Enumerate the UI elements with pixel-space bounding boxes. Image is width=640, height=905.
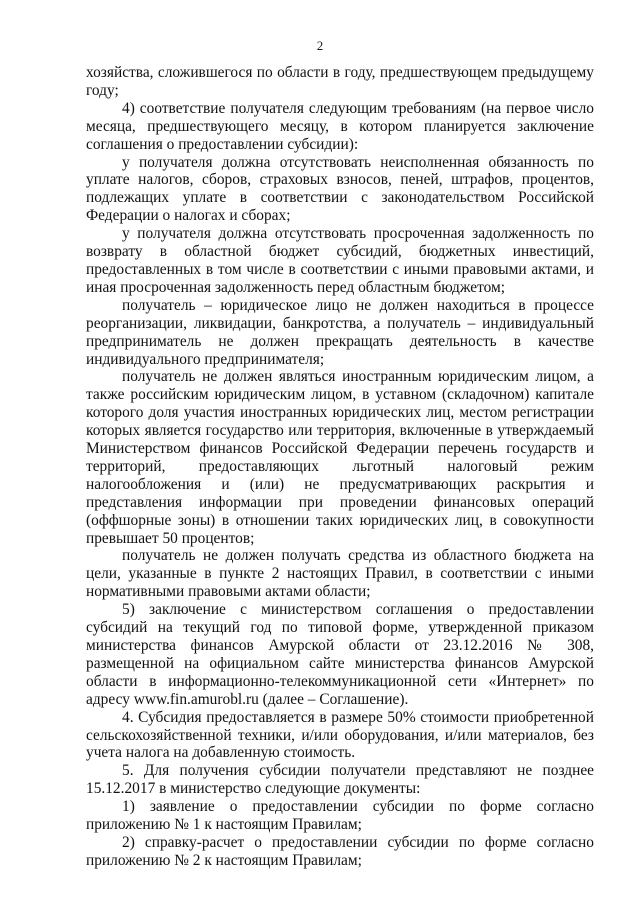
paragraph-no-other-funds: получатель не должен получать средства из областного бюджета на цели, указанные в пункте 2 настоящих Правил, в соответствии с иными нормативными правовыми актами области; — [86, 547, 594, 601]
document-body — [86, 64, 594, 870]
paragraph-doc-2-calculation: 2) справку-расчет о предоставлении субсидии по форме согласно приложению № 2 к настоящим Правилам; — [86, 833, 594, 869]
paragraph-item-5-agreement: 5) заключение с министерством соглашения о предоставлении субсидий на текущий год по типовой форме, утвержденной приказом министерства финансов Амурской области от 23.12.2016 № 308, размещенной на официальном сайте министерства финансов Амурской области в информационно-телекоммуникационной сети «Интернет» по адресу www.fin.amurobl.ru (далее – Соглашение). — [86, 601, 594, 708]
paragraph-not-foreign-entity: получатель не должен являться иностранным юридическим лицом, а также российским юридическим лицом, в уставном (складочном) капитале которого доля участия иностранных юридических лиц, местом регистрации которых является государство или территория, включенные в утверждаемый Министерством финансов Российской Федерации перечень государств и территорий, предоставляющих льготный налоговый режим налогообложения и (или) не предусматривающих раскрытия и представления информации при проведении финансовых операций (оффшорные зоны) в отношении таких юридических лиц, в совокупности превышает 50 процентов; — [86, 368, 594, 547]
paragraph-doc-1-application: 1) заявление о предоставлении субсидии по форме согласно приложению № 1 к настоящим Правилам; — [86, 798, 594, 834]
paragraph-no-overdue-debt: у получателя должна отсутствовать просроченная задолженность по возврату в областной бюджет субсидий, бюджетных инвестиций, предоставленных в том числе в соответствии с иными правовыми актами, и иная просроченная задолженность перед областным бюджетом; — [86, 225, 594, 296]
page-number: 2 — [316, 38, 324, 53]
paragraph-section-5-documents: 5. Для получения субсидии получатели представляют не позднее 15.12.2017 в министерство следующие документы: — [86, 762, 594, 798]
paragraph-continuation: хозяйства, сложившегося по области в году, предшествующем предыдущему году; — [86, 64, 594, 99]
paragraph-no-reorganization: получатель – юридическое лицо не должен находиться в процессе реорганизации, ликвидации, банкротства, а получатель – индивидуальный предприниматель не должен прекращать деятельность в качестве индивидуального предпринимателя; — [86, 296, 594, 368]
paragraph-section-4-subsidy-size: 4. Субсидия предоставляется в размере 50% стоимости приобретенной сельскохозяйственной техники, и/или оборудования, и/или материалов, без учета налога на добавленную стоимость. — [86, 708, 594, 762]
paragraph-no-tax-debt: у получателя должна отсутствовать неисполненная обязанность по уплате налогов, сборов, страховых взносов, пеней, штрафов, процентов, подлежащих уплате в соответствии с законодательством Российской Федерации о налогах и сборах; — [86, 153, 594, 225]
paragraph-item-4-requirements: 4) соответствие получателя следующим требованиям (на первое число месяца, предшествующего месяцу, в котором планируется заключение соглашения о предоставлении субсидии): — [86, 99, 594, 153]
